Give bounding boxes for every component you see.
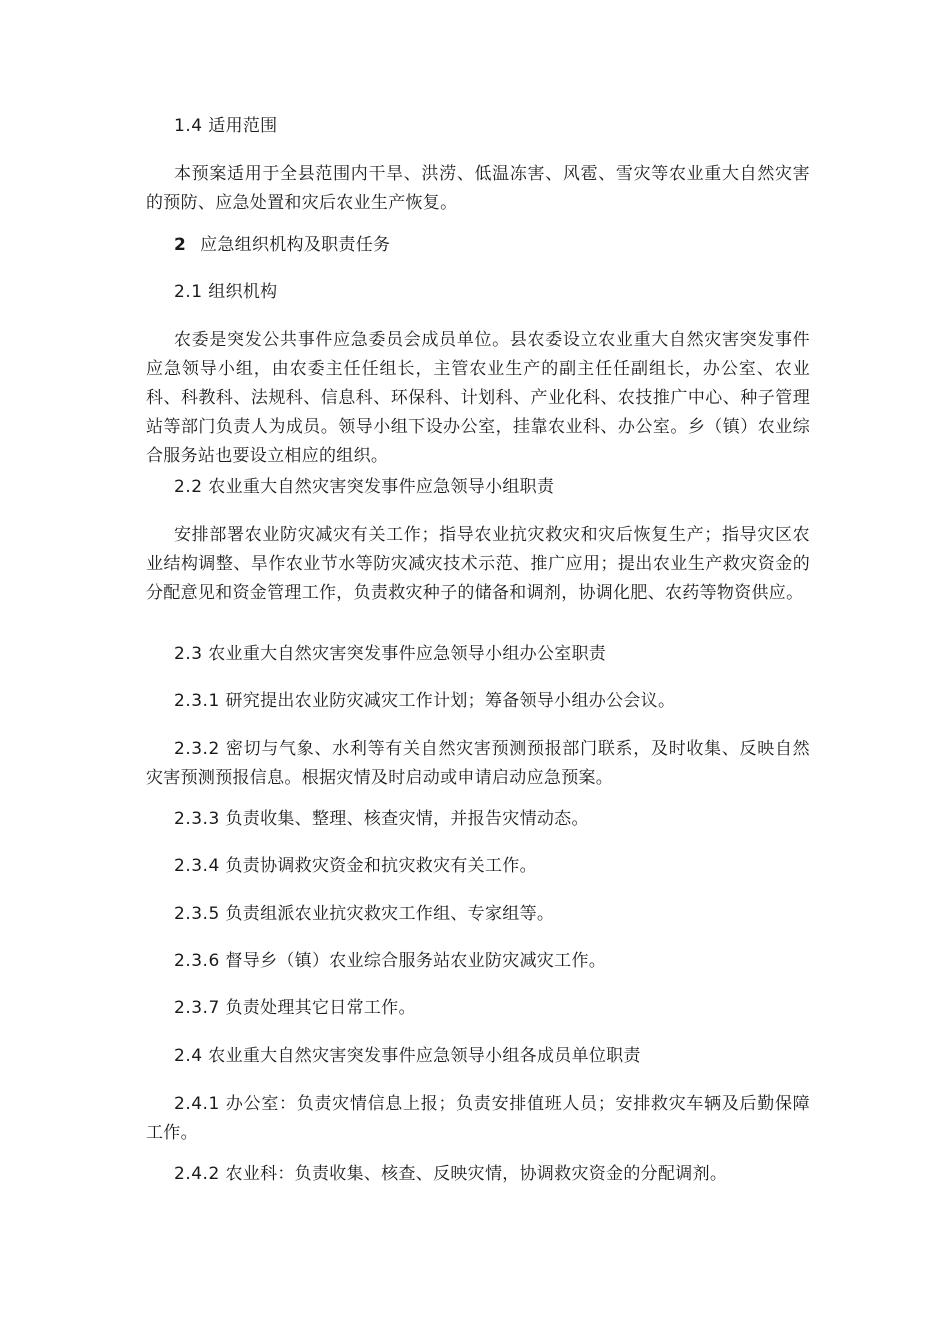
- item-2-3-5: 2.3.5 负责组派农业抗灾救灾工作组、专家组等。: [174, 904, 555, 924]
- item-2-3-3: 2.3.3 负责收集、整理、核查灾情，并报告灾情动态。: [174, 809, 589, 829]
- item-2-4-2: 2.4.2 农业科：负责收集、核查、反映灾情，协调救灾资金的分配调剂。: [174, 1164, 728, 1184]
- leadership-duties-paragraph: 安排部署农业防灾减灾有关工作；指导农业抗灾救灾和灾后恢复生产；指导灾区农业结构调整、旱作农业节水等防灾减灾技术示范、推广应用；提出农业生产救灾资金的分配意见和资金管理工作，负责救灾种子的储备和调剂，协调化肥、农药等物资供应。: [146, 525, 810, 603]
- item-2-3-2: 2.3.2 密切与气象、水利等有关自然灾害预测预报部门联系，及时收集、反映自然灾害预测预报信息。根据灾情及时启动或申请启动应急预案。: [146, 739, 810, 788]
- section-heading-2-4: 2.4 农业重大自然灾害突发事件应急领导小组各成员单位职责: [174, 1046, 641, 1066]
- organization-paragraph: 农委是突发公共事件应急委员会成员单位。县农委设立农业重大自然灾害突发事件应急领导小组，由农委主任任组长，主管农业生产的副主任任副组长，办公室、农业科、科教科、法规科、信息科、环保科、计划科、产业化科、农技推广中心、种子管理站等部门负责人为成员。领导小组下设办公室，挂靠农业科、办公室。乡（镇）农业综合服务站也要设立相应的组织。: [146, 330, 810, 466]
- section-heading-2-1: 2.1 组织机构: [174, 282, 278, 302]
- section-heading-2-3: 2.3 农业重大自然灾害突发事件应急领导小组办公室职责: [174, 644, 607, 664]
- section-heading-1-4: 1.4 适用范围: [174, 116, 278, 136]
- scope-paragraph: 本预案适用于全县范围内干旱、洪涝、低温冻害、风雹、雪灾等农业重大自然灾害的预防、应急处置和灾后农业生产恢复。: [146, 164, 810, 213]
- item-2-3-6: 2.3.6 督导乡（镇）农业综合服务站农业防灾减灾工作。: [174, 951, 607, 971]
- section-heading-2-2: 2.2 农业重大自然灾害突发事件应急领导小组职责: [174, 477, 555, 497]
- item-2-4-1: 2.4.1 办公室：负责灾情信息上报；负责安排值班人员；安排救灾车辆及后勤保障工作。: [146, 1094, 810, 1143]
- item-2-3-7: 2.3.7 负责处理其它日常工作。: [174, 998, 416, 1018]
- section-heading-2: 2 应急组织机构及职责任务: [174, 235, 391, 255]
- item-2-3-1: 2.3.1 研究提出农业防灾减灾工作计划；筹备领导小组办公会议。: [174, 691, 676, 711]
- item-2-3-4: 2.3.4 负责协调救灾资金和抗灾救灾有关工作。: [174, 856, 537, 876]
